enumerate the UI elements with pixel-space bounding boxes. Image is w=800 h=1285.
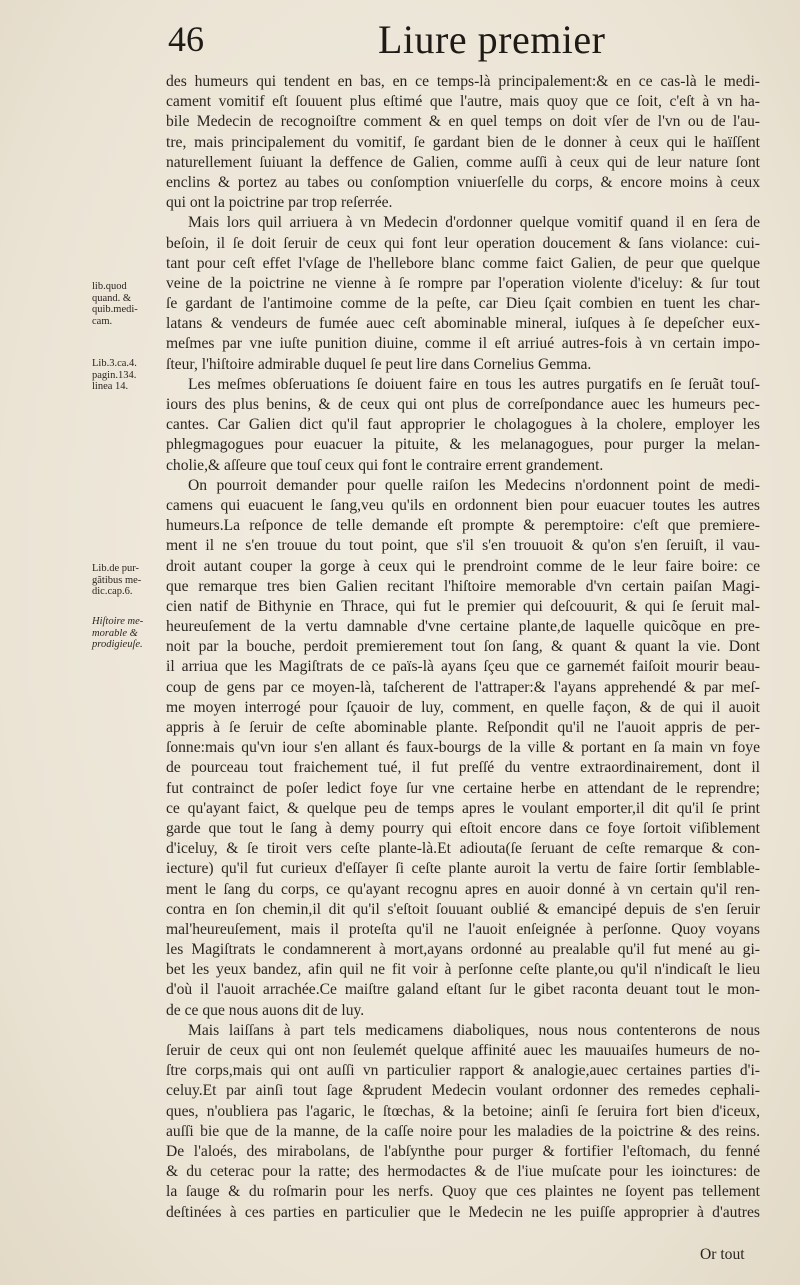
- margin-note-line: quib.medi-: [92, 304, 138, 315]
- running-title: Liure premier: [378, 17, 606, 62]
- text-line: De l'aloés, des mirabolans, de l'abſynthe pour purger & fortifier l'eſtomach, du fenné: [166, 1142, 760, 1160]
- text-line: des humeurs qui tendent en bas, en ce temps-là principalement:& en ce cas-là le medi-: [166, 73, 760, 90]
- text-line: que remarque tres bien Galien recitant l'hiſtoire memorable d'vn certain paiſan Magi-: [166, 577, 760, 595]
- margin-note-2: [92, 358, 162, 393]
- text-line: mal'heureuſement, mais il proteſta qu'il ne l'auoit enſeignée à perſonne. Quoy voyans: [166, 920, 760, 938]
- text-line: ce qu'ayant faict, & quelque peu de temps apres le voulant emporter,il dit qu'il ſe print: [166, 799, 760, 817]
- text-line: enclins & portez au tabes ou conſomption vniuerſelle du corps, & encore moins à ceux: [166, 173, 760, 191]
- text-line: iecture) qu'il fut curieux d'eſſayer ſi ceſte plante auroit la vertu de faire ſortir ſemblable-: [166, 860, 760, 878]
- text-line: ques, n'oubliera pas l'agaric, le ſtœchas, & la betoine; ainſi ſe ſeruira fort bien d'iceux,: [166, 1102, 760, 1120]
- text-line: appris à ſe ſeruir de ceſte abominable plante. Reſpondit qu'il ne l'auoit appris de per-: [166, 719, 760, 736]
- margin-note-line: morable &: [92, 627, 138, 639]
- text-line: bet les yeux bandez, afin quil ne fit voir à perſonne ceſte plante,ou qu'il n'indicaſt le lieu: [166, 961, 760, 979]
- text-line: tant pour ceſt effet l'vſage de l'hellebore blanc comme faict Galien, de peur que quelque: [166, 254, 760, 272]
- text-line: ſonne:mais qu'vn iour s'en allant és faux-bourgs de la ville & portant en ſa main vn foye: [166, 739, 760, 757]
- text-line: coup de gens par ce moyen-là, taſcherent de l'attraper:& l'ayans apprehendé & par meſ-: [166, 678, 760, 696]
- text-line: qui ont la poictrine par trop reſerrée.: [166, 194, 393, 212]
- text-line: cien natif de Bithynie en Thrace, qui fut le premier qui deſcouurit, & qui ſe ſeruit mal-: [166, 597, 760, 615]
- text-line: naturellement ſuiuant la deffence de Galien, comme auſſi à ceux qui de leur nature ſont: [166, 153, 760, 171]
- text-line: la ſauge & du roſmarin pour les nerfs. Quoy que ces plaintes ne ſoyent pas tellement: [166, 1183, 760, 1201]
- body-text: [166, 72, 760, 1223]
- margin-note-line: pagin.134.: [92, 369, 137, 381]
- text-line: humeurs.La reſponce de telle demande eſt prompte & peremptoire: c'eſt que premiere-: [166, 517, 760, 535]
- margin-note-line: lib.quod: [92, 281, 127, 292]
- text-line: d'où il l'auoit arrachée.Ce maiſtre galand eſtant ſur le gibet raconta deuant tout le mon-: [166, 981, 760, 999]
- text-line: cament vomitif eſt ſouuent plus eſtimé que l'autre, mais quoy que ce ſoit, c'eſt à vn ha-: [166, 93, 760, 111]
- text-line: ſteur, l'hiſtoire admirable duquel ſe peut lire dans Cornelius Gemma.: [166, 355, 592, 373]
- text-line: noit par la bouche, perdoit premierement tout ſon ſang, & quant & quant la vie. Dont: [166, 638, 760, 656]
- margin-note-4: [92, 616, 162, 651]
- text-line: Les meſmes obſeruations ſe doiuent faire en tous les autres purgatifs en ſe ſeruãt touſ-: [188, 375, 760, 393]
- text-line: ſe gardant de l'antimoine comme de la peſte, car Dieu ſçait combien en tuent les char-: [166, 295, 760, 313]
- text-line: heureuſement de la vertu damnable d'vne certaine plante,de laquelle quicõque en pre-: [166, 618, 760, 636]
- text-line: phlegmagogues pour euacuer la pituite, & les melanagogues, pour purger la melan-: [166, 436, 760, 454]
- margin-note-1: [92, 281, 162, 327]
- text-line: ſeruir de ceux qui ont non ſeulemét quelque affinité auec les mauuaiſes humeurs de no-: [166, 1042, 760, 1059]
- text-line: d'iceluy, & ſe tiroit vers ceſte plante-là.Et adiouta(ſe ſeruant de ceſte remarque & con-: [166, 840, 760, 858]
- text-line: & du ceterac pour la ratte; des hermodactes & de l'iue muſcate pour les ioinctures: de: [166, 1163, 760, 1181]
- text-line: de ce que nous auons dit de luy.: [166, 1001, 365, 1019]
- margin-note-line: Lib.de pur-: [92, 563, 140, 574]
- text-line: cholie,& aſſeure que touſ ceux qui font le contraire errent grandement.: [166, 456, 604, 474]
- text-line: ment il ne s'en trouue du tout point, que s'il s'en trouuoit & qu'on s'en ſeruiſt, il vau-: [166, 537, 760, 555]
- text-line: meſmes par vne iuſte punition diuine, comme il eſt arriué autres-fois à vn certain impo-: [166, 335, 760, 353]
- text-line: bile Medecin de recognoiſtre comment & en quel temps on doit vſer de l'vn ou de l'au-: [166, 113, 760, 131]
- text-line: auſſi bie que de la manne, de la caſſe noire pour les maladies de la poictrine & des reins.: [166, 1122, 760, 1140]
- text-line: garde que tout le ſang à demy pourry qui eſtoit encore dans ce foye ſortoit viſiblement: [166, 819, 760, 837]
- text-line: deſtinées à ces parties en particulier que le Medecin ne les puiſſe approprier à d'autres: [166, 1203, 760, 1221]
- margin-note-3: [92, 563, 162, 598]
- page-number: 46: [168, 19, 204, 59]
- text-line: me moyen interrogé pour ſçauoir de luy, comment, en quelle façon, & de qui il auoit: [166, 698, 760, 716]
- margin-note-line: Hiſtoire me-: [92, 616, 144, 627]
- text-line: cantes. Car Galien dict qu'il faut approprier le cholagogues à la cholere, employer les: [166, 416, 760, 434]
- text-line: latans & vendeurs de fumée auec ceſt abominable mineral, iuſques à ſe depeſcher eux-: [166, 315, 760, 333]
- catchword: Or tout: [700, 1246, 745, 1263]
- margin-note-line: cam.: [92, 315, 113, 327]
- margin-note-line: gãtibus me-: [92, 574, 142, 586]
- text-line: ſtre corps,mais qui ont auſſi vn particulier rapport & analogie,auec certaines parties d'i-: [166, 1062, 760, 1080]
- text-line: celuy.Et par ainſi tout ſage &prudent Medecin voulant ordonner des remedes cephali-: [166, 1082, 760, 1100]
- text-line: beſoin, il ſe doit ſeruir de ceux qui font leur operation doucement & ſans violance: cui-: [166, 234, 760, 252]
- text-line: veine de la poictrine ne vienne à ſe rompre par l'operation violente d'iceluy: & ſur tout: [166, 274, 760, 292]
- margin-note-line: linea 14.: [92, 381, 129, 392]
- margin-note-line: quand. &: [92, 292, 132, 304]
- text-line: camens qui euacuent le ſang,veu qu'ils en ordonnent bien pour euacuer toutes les autres: [166, 496, 760, 514]
- text-line: de pourceau tout fraichement tué, il fut preſſé du ventre extraordinairement, dont il: [166, 759, 760, 777]
- text-line: contra en ſon chemin,il dit qu'il s'eſtoit ſouuant oublié & emancipé depuis de s'en ſeruir: [166, 900, 760, 918]
- margin-note-line: Lib.3.ca.4.: [92, 358, 137, 369]
- margin-note-line: prodigieuſe.: [92, 639, 143, 650]
- text-line: fut contrainct de poſer ledict foye ſur vne certaine herbe en attendant de le reprendre;: [166, 779, 760, 797]
- text-line: On pourroit demander pour quelle raiſon les Medecins n'ordonnent point de medi-: [188, 476, 760, 494]
- text-line: Mais laiſſans à part tels medicamens diaboliques, nous nous contenterons de nous: [188, 1021, 760, 1039]
- margin-note-line: dic.cap.6.: [92, 586, 133, 597]
- page-header: [0, 10, 800, 68]
- text-line: Mais lors quil arriuera à vn Medecin d'ordonner quelque vomitif quand il en ſera de: [188, 214, 760, 232]
- text-line: les Magiſtrats le condamnerent à mort,ayans ordonné au prealable qu'il fut mené au gi-: [166, 941, 760, 959]
- text-line: iours des plus benins, & de ceux qui ont plus de correſpondance auec les humeurs pec-: [166, 396, 760, 413]
- text-line: il arriua que les Magiſtrats de ce païs-là ayans ſçeu que ce garnemét faiſoit mourir beau-: [166, 658, 760, 676]
- text-line: droit autant couper la gorge à ceux qui le prendroint comme de le leur faire boire: ce: [166, 557, 760, 575]
- text-line: ment le ſang du corps, ce qu'ayant recognu apres en auoir donné à vn certain qu'il ren-: [166, 880, 760, 898]
- text-line: tre, mais principalement du vomitif, ſe gardant bien de le donner à ceux qui le haïſſent: [166, 133, 760, 151]
